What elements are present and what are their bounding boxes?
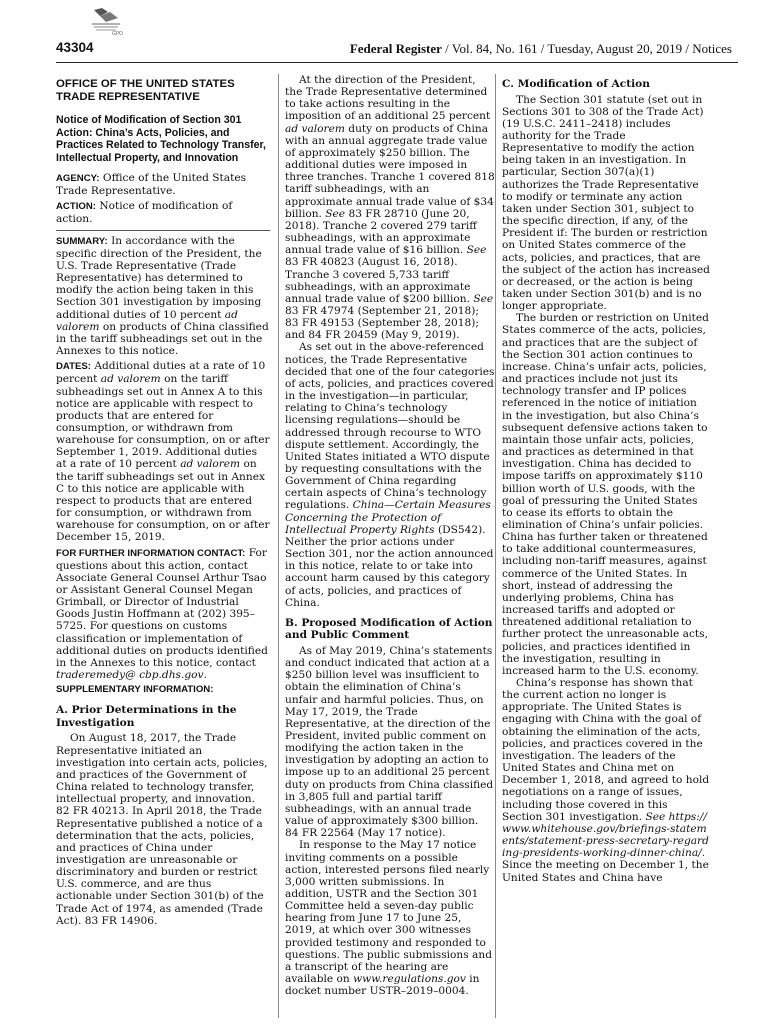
column-2 bbox=[278, 74, 495, 1018]
section-b-para-2 bbox=[285, 839, 495, 997]
dates-label: DATES: bbox=[56, 361, 91, 373]
para-text: duty on products of China with an annual aggregate trade value of approximately $250 billion. The additional duties were imposed in three tranches. Tranche 1 covered 818 tariff subheadings, with an approximate annual trade value of $34 billion. bbox=[285, 122, 495, 220]
dates-text: Additional duties at a rate of 10 percent bbox=[56, 360, 266, 386]
svg-text:GPO: GPO bbox=[112, 31, 123, 36]
column-3 bbox=[495, 74, 710, 1018]
summary-block bbox=[56, 235, 270, 358]
dates-italic: ad valorem bbox=[100, 373, 161, 386]
contact-email: traderemedy@ cbp.dhs.gov bbox=[56, 669, 204, 682]
header-rule bbox=[56, 62, 738, 63]
contact-block bbox=[56, 547, 270, 682]
contact-text: . bbox=[203, 669, 207, 682]
supplementary-label: SUPPLEMENTARY INFORMATION: bbox=[56, 684, 214, 696]
para-text: 83 FR 28710 (June 20, 2018). Tranche 2 covered 279 tariff subheadings, with an approximate annual trade value of $16 billion. bbox=[285, 207, 477, 257]
para-text: 83 FR 40823 (August 16, 2018). Tranche 3 covered 5,733 tariff subheadings, with an approximate annual trade value of $200 billion. bbox=[285, 256, 471, 305]
summary-text: In accordance with the specific direction of the President, the U.S. Trade Representative (Trade Representative) has determined to modify the action being taken in this Section 301 investigation by imposing additional duties of 10 percent bbox=[56, 234, 262, 321]
para-text: in docket number USTR–2019–0004. bbox=[285, 973, 480, 998]
agency-text: Office of the United States Trade Representative. bbox=[56, 172, 247, 198]
section-a-heading: A. Prior Determinations in the Investigation bbox=[56, 704, 237, 729]
gpo-authenticated-seal-icon bbox=[88, 6, 124, 36]
see-italic: See bbox=[466, 244, 487, 257]
summary-label: SUMMARY: bbox=[56, 235, 108, 247]
running-head bbox=[350, 41, 732, 57]
see-italic: See bbox=[473, 292, 494, 305]
agency-label: AGENCY: bbox=[56, 173, 100, 184]
publication-name: Federal Register bbox=[349, 41, 442, 56]
para-text: 83 FR 47974 (September 21, 2018); 83 FR 49153 (September 28, 2018); and 84 FR 20459 (May 9, 2019). bbox=[285, 304, 479, 342]
para-text: (DS542). Neither the prior actions under Section 301, nor the action announced in this notice, relate to or take into account harm caused by this category of acts, policies, and practices of China. bbox=[285, 523, 494, 609]
divider bbox=[56, 230, 270, 231]
para-text: At the direction of the President, the Trade Representative determined to take actions resulting in the imposition of an additional 25 percent bbox=[285, 74, 491, 123]
section-c-para-3 bbox=[502, 677, 710, 884]
section-c-para-2: The burden or restriction on United States commerce of the acts, policies, and practices that are the subject of the Section 301 action continues to increase. China’s unfair acts, policies, and practices include not just its technology transfer and IP polices referenced in the notice of initiation in the investigation, but also China’s subsequent defensive actions taken to maintain those unfair acts, policies, and practices as determined in that investigation. China has decided to impose tariffs on approximately $110 billion worth of U.S. goods, with the goal of pressuring the United States to cease its efforts to obtain the elimination of China’s unfair policies. China has further taken or threatened to take additional countermeasures, including non-tariff measures, against commerce of the United States. In short, instead of addressing the underlying problems, China has increased tariffs and adopted or threatened additional retaliation to further protect the unreasonable acts, policies, and practices identified in the investigation, resulting in increased harm to the U.S. economy. bbox=[502, 312, 709, 677]
para-italic: China—Certain Measures Concerning the Protection of Intellectual Property Rights bbox=[285, 499, 491, 536]
contact-label: FOR FURTHER INFORMATION CONTACT: bbox=[56, 547, 246, 559]
action-label: ACTION: bbox=[56, 201, 96, 213]
action-block bbox=[56, 200, 270, 225]
section-c-heading: C. Modification of Action bbox=[502, 78, 650, 90]
volume-info: / Vol. 84, No. 161 / Tuesday, August 20, 2019 / Notices bbox=[445, 41, 732, 56]
contact-text: For questions about this action, contact Associate General Counsel Arthur Tsao or Assistant General Counsel Megan Grimball, or Director of Industrial Goods Justin Hoffmann at (202) 395–5725. For questions on customs classification or implementation of additional duties on products identified in the Annexes to this notice, contact bbox=[56, 546, 268, 669]
dates-text: on the tariff subheadings set out in Annex C to this notice are applicable with respect to products that are entered for consumption, or withdrawn from warehouse for consumption, on or after December 15, 2019. bbox=[56, 458, 270, 544]
para-text: In response to the May 17 notice inviting comments on a possible action, interested persons filed nearly 3,000 written submissions. In addition, USTR and the Section 301 Committee held a seven-day public hearing from June 17 to June 25, 2019, at which over 300 witnesses provided testimony and responded to questions. The public submissions and a transcript of the hearing are available on bbox=[285, 839, 492, 986]
column-1 bbox=[56, 74, 270, 1018]
dates-text: on the tariff subheadings set out in Annex A to this notice are applicable with respect to products that are entered for consumption, or withdrawn from warehouse for consumption, on or after September 1, 2019. Additional duties at a rate of 10 percent bbox=[56, 373, 270, 471]
action-text: Notice of modification of action. bbox=[56, 200, 233, 226]
para-text: As set out in the above-referenced notices, the Trade Representative decided that one of the four categories of acts, policies, and practices covered in the investigation—in particular, relating to China’s technology licensing regulations—should be addressed through recourse to WTO dispute settlement. Accordingly, the United States initiated a WTO dispute by requesting consultations with the Government of China regarding certain aspects of China’s technology regulations. bbox=[285, 341, 495, 512]
page-number: 43304 bbox=[56, 40, 94, 55]
document-title: Notice of Modification of Section 301 Action: China’s Acts, Policies, and Practices Related to Technology Transfer, Intellectual Property, and Innovation bbox=[56, 114, 266, 164]
dates-italic: ad valorem bbox=[180, 458, 241, 471]
agency-block bbox=[56, 172, 270, 197]
para-italic: ad valorem bbox=[285, 122, 345, 135]
see-italic: See bbox=[325, 207, 346, 220]
para-text: China’s response has shown that the current action no longer is appropriate. The United States is engaging with China with the goal of obtaining the elimination of the acts, policies, and practices covered in the investigation. The leaders of the United States and China met on December 1, 2018, and agreed to hold negotiations on a range of issues, including those covered in this Section 301 investigation. bbox=[502, 677, 710, 823]
section-c-para-1: The Section 301 statute (set out in Sections 301 to 308 of the Trade Act) (19 U.S.C. 2411–2418) includes authority for the Trade Representative to modify the action being taken in an investigation. In particular, Section 307(a)(1) authorizes the Trade Representative to modify or terminate any action taken under Section 301, subject to the specific direction, if any, of the President if: The burden or restriction on United States commerce of the acts, policies, and practices, that are the subject of the action has increased or decreased, or the action is being taken under Section 301(b) and is no longer appropriate. bbox=[502, 93, 710, 313]
see-italic: See bbox=[645, 810, 666, 823]
agency-title: OFFICE OF THE UNITED STATES TRADE REPRESENTATIVE bbox=[56, 78, 235, 103]
whitehouse-link[interactable]: https://www.whitehouse.gov/briefings-statements/statement-press-secretary-regarding-presidents-working-dinner-china/ bbox=[502, 810, 709, 860]
regulations-link[interactable]: www.regulations.gov bbox=[353, 973, 466, 986]
dates-block bbox=[56, 360, 270, 543]
page-header bbox=[56, 40, 738, 60]
summary-text: on products of China classified in the tariff subheadings set out in the Annexes to this notice. bbox=[56, 320, 269, 358]
section-b-heading: B. Proposed Modification of Action and Public Comment bbox=[285, 616, 493, 642]
section-b-para-1: As of May 2019, China’s statements and conduct indicated that action at a $250 billion level was insufficient to obtain the elimination of China’s unfair and harmful policies. Thus, on May 17, 2019, the Trade Representative, at the direction of the President, invited public comment on modifying the action taken in the investigation by adopting an action to impose up to an additional 25 percent duty on products from China classified in 3,805 full and partial tariff subheadings, with an annual trade value of approximately $300 billion. 84 FR 22564 (May 17 notice). bbox=[285, 644, 494, 840]
summary-italic: ad valorem bbox=[56, 308, 238, 333]
section-a-para-1: On August 18, 2017, the Trade Representative initiated an investigation into certain acts, policies, and practices of the Government of China related to technology transfer, intellectual property, and innovation. 82 FR 40213. In April 2018, the Trade Representative published a notice of a determination that the acts, policies, and practices of China under investigation are unreasonable or discriminatory and burden or restrict U.S. commerce, and are thus actionable under Section 301(b) of the Trade Act of 1974, as amended (Trade Act). 83 FR 14906. bbox=[56, 732, 268, 927]
section-a-para-3 bbox=[285, 341, 495, 608]
section-a-para-2 bbox=[285, 74, 495, 341]
para-text: . Since the meeting on December 1, the United States and China have bbox=[502, 847, 709, 884]
